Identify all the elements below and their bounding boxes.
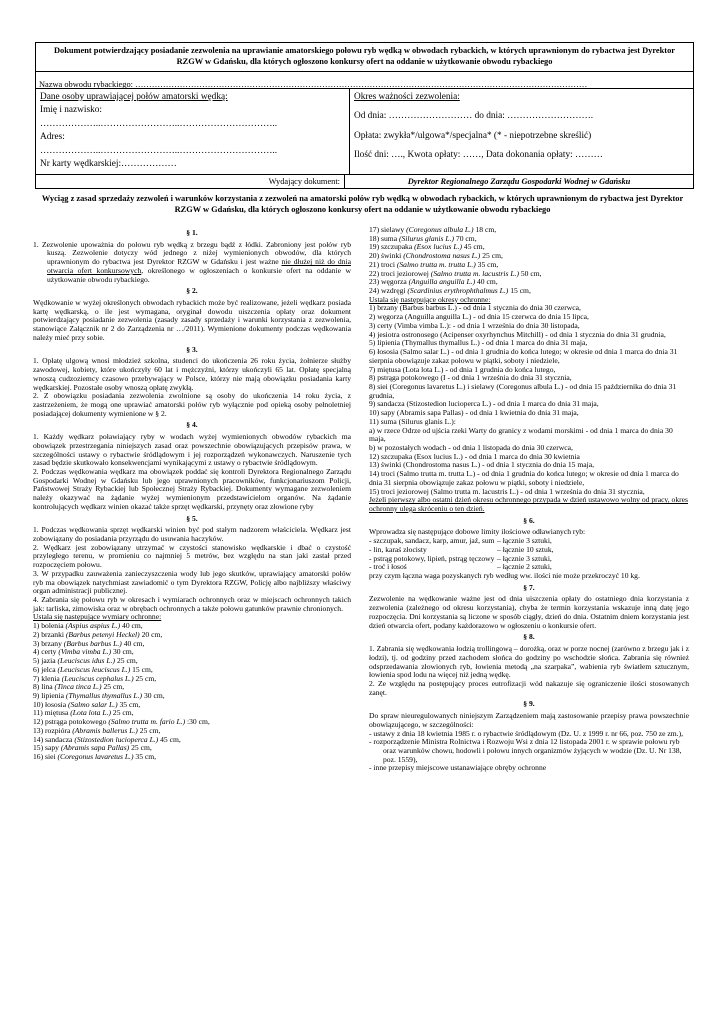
protective-periods-list bbox=[369, 304, 689, 496]
period-item: 7) miętusa (Lota lota L.) - od dnia 1 grudnia do końca lutego, bbox=[369, 364, 556, 374]
section-1-title: § 1. bbox=[186, 228, 198, 237]
dimension-item: 24) wzdręgi (Scardinius erythrophthalmus L.) 15 cm, bbox=[369, 286, 531, 296]
dimension-item: 14) sandacza (Stizostedion lucioperca L.) 45 cm, bbox=[33, 734, 181, 744]
permit-header-box bbox=[35, 42, 694, 189]
daily-limits-list bbox=[369, 537, 689, 572]
section-8-par-2: 2. Ze względu na postępujący proces eutrofizacji wód nakazuje się ograniczenie ilości stosowanych zanęt. bbox=[369, 678, 689, 697]
dimension-item: 11) miętusa (Lota lota L.) 25 cm, bbox=[33, 708, 134, 718]
angler-data-cell bbox=[36, 89, 350, 174]
limits-tail: przy czym łączna waga pozyskanych ryb według ww. ilości nie może przekroczyć 10 kg. bbox=[369, 571, 640, 581]
dimension-item: 4) certy (Vimba vimba L.) 30 cm, bbox=[33, 647, 134, 657]
issuer-name: Dyrektor Regionalnego Zarządu Gospodarki Wodnej w Gdańsku bbox=[407, 176, 631, 186]
permit-title: Dokument potwierdzający posiadanie zezwolenia na uprawianie amatorskiego połowu ryb wędką w obwodach rybackich, w których uprawnionym do rybactwa jest Dyrektor RZGW w Gdańsku, dla których ogłoszono konkursy ofert na oddanie w użytkowanie obwodu rybackiego bbox=[36, 43, 693, 72]
section-3-par-2: 2. Z obowiązku posiadania zezwolenia zwolnione są osoby do ukończenia 14 roku życia, z zastrzeżeniem, że mogą one uprawiać amatorski połów ryb wyłącznie pod opieką osoby pełnoletniej posiadającej dokumenty wymienione w § 2. bbox=[33, 391, 351, 418]
period-item: 6) łososia (Salmo salar L.) - od dnia 1 grudnia do końca lutego; w okresie od dnia 1 marca do dnia 31 sierpnia obowiązuje zakaz połowu w piątki, soboty i niedziele, bbox=[369, 347, 678, 365]
fishing-area-field bbox=[36, 72, 693, 89]
section-9-text: Do spraw nieuregulowanych niniejszym Zarządzeniem mają zastosowanie przepisy prawa powszechnie obowiązującego, w szczególności: bbox=[369, 711, 689, 729]
dimension-item: 16) siei (Coregonus lavaretus L.) 35 cm, bbox=[33, 751, 157, 761]
section-1-text: 1. Zezwolenie upoważnia do połowu ryb wędką z brzegu bądź z łódki. Zabroniony jest połów ryb kuszą. Zezwolenie dotyczy wód jednego z niżej wymienionych obwodów, dla których uprawnionym do rybactwa jest Dyrektor RZGW w Gdańsku i jest ważne nie dłużej niż do dnia otwarcia ofert konkursowych, określonego w ogłoszeniach o konkursie ofert na oddanie w użytkowanie obwodu rybackiego. bbox=[33, 239, 351, 284]
section-5-title: § 5. bbox=[186, 513, 198, 523]
periods-heading: Ustala się następujące okresy ochronne: bbox=[369, 294, 491, 304]
section-3-par-1: 1. Opłatę ulgową wnosi młodzież szkolna, studenci do ukończenia 26 roku życia, żołnierze służby zawodowej, kobiety, które ukończyły 60 lat i mężczyźni, którzy ukończyli 65 lat. Opłatę specjalną wnoszą cudzoziemcy czasowo przebywający w Polsce, którzy nie mają obowiązku posiadania karty wędkarskiej. Pozostałe osoby wnoszą opłatę zwykłą. bbox=[33, 356, 351, 392]
name-label: Imię i nazwisko: bbox=[40, 105, 102, 116]
validity-dates: Od dnia: ……………………… do dnia: ………………………. bbox=[354, 111, 594, 122]
protective-dimensions-list-cont bbox=[369, 226, 689, 296]
period-item: 5) lipienia (Thymallus thymallus L.) - od dnia 1 marca do dnia 31 maja, bbox=[369, 338, 588, 348]
section-2-text: Wędkowanie w wyżej określonych obwodach rybackich może być realizowane, jeżeli wędkarz posiada kartę wędkarską, o ile jest wymagana, oryginał dowodu uiszczenia opłaty oraz dokument potwierdzający posiadanie zezwolenia (zasady zasady sprzedaży i warunki korzystania z zezwolenia, stanowiące Załącznik nr 2 do Zarządzenia nr …/2011). Wymienione dokumenty podczas wędkowania należy mieć przy sobie. bbox=[33, 298, 351, 342]
dimension-item: 9) lipienia (Thymallus thymallus L.) 30 cm, bbox=[33, 690, 165, 700]
limit-item: - lin, karaś złocisty – łącznie 10 sztuk, bbox=[369, 544, 554, 554]
dimension-item: 12) pstrąga potokowego (Salmo trutta m. fario L.) :30 cm, bbox=[33, 717, 210, 727]
section-5-par-3: 3. W przypadku zauważenia zanieczyszczenia wody lub jego skutków, uprawiający amatorski połów ryb ma obowiązek natychmiast zawiadomić o tym Dyrektora RZGW, Policję albo najbliższy właściwy organ administracji publicznej. bbox=[33, 568, 351, 596]
regulation-item: - ustawy z dnia 18 kwietnia 1985 r. o rybactwie śródlądowym (Dz. U. z 1999 r. nr 66, poz. 750 ze zm.), bbox=[369, 728, 684, 738]
fishing-area-label: Nazwa obwodu rybackiego: ……………………………………………………………………………………………………………………………………………… bbox=[39, 80, 588, 89]
period-item: a) w rzece Odrze od ujścia rzeki Warty do granicy z wodami morskimi - od dnia 1 marca do dnia 30 maja, bbox=[369, 425, 673, 444]
validity-heading: Okres ważności zezwolenia: bbox=[354, 92, 460, 102]
section-6-title: § 6. bbox=[523, 515, 535, 525]
dimension-item: 20) świnki (Chondrostoma nasus L.) 25 cm, bbox=[369, 251, 503, 261]
address-label: Adres: bbox=[40, 132, 65, 143]
section-8-par-1: 1. Zabrania się wędkowania łodzią trollingową – dorożką, oraz w porze nocnej (zarówno z brzegu jak i z łodzi), tj. od godziny przed zachodem słońca do godziny po wschodzie słońca. Zabrania się również odsprzedawania złowionych ryb, łowienia metodą „na szarpaka”, wabienia ryb światłem sztucznym, łowienia spod lodu na więcej niż jedną wędkę. bbox=[369, 644, 689, 680]
periods-note: Jeżeli pierwszy albo ostatni dzień okresu ochronnego przypada w dzień ustawowo wolny od pracy, okres ochronny ulega skróceniu o ten dzień. bbox=[369, 495, 688, 513]
section-3-title: § 3. bbox=[186, 344, 198, 354]
issuer-row bbox=[36, 175, 693, 189]
section-5-par-4: 4. Zabrania się połowu ryb w okresach i wymiarach ochronnych oraz w miejscach ochronnych takich jak: tarliska, zimowiska oraz w obrębach ochronnych a także połowu gatunków prawnie chronionych. bbox=[33, 595, 351, 613]
period-item: 8) siei (Coregonus lavaretus L.) i sielawy (Coregonus albula L.) - od dnia 15 października do dnia 31 grudnia, bbox=[369, 381, 677, 400]
left-column bbox=[33, 226, 351, 762]
issuer-label: Wydający dokument: bbox=[36, 175, 345, 189]
regulations-list bbox=[369, 730, 689, 774]
dimensions-heading: Ustala się następujące wymiary ochronne: bbox=[33, 612, 162, 622]
permit-details-row bbox=[36, 89, 693, 175]
dimension-item: 18) suma (Silurus glanis L.) 70 cm, bbox=[369, 233, 477, 243]
period-item: 8) pstrąga potokowego (I - od dnia 1 września do dnia 31 stycznia, bbox=[369, 373, 572, 383]
limit-item: - szczupak, sandacz, karp, amur, jaź, sum – łącznie 3 sztuki, bbox=[369, 536, 552, 546]
card-number-label: Nr karty wędkarskiej:……………… bbox=[40, 159, 177, 170]
protective-dimensions-list bbox=[33, 622, 351, 762]
section-4-title: § 4. bbox=[186, 420, 198, 430]
regulation-item: - inne przepisy miejscowe ustanawiające obręby ochronne bbox=[369, 763, 547, 773]
dimension-item: 10) łososia (Salmo salar L.) 35 cm, bbox=[33, 699, 141, 709]
section-9-title: § 9. bbox=[523, 699, 535, 709]
name-dots: ………………..……………………..………………………….. bbox=[40, 118, 278, 129]
dimension-item: 6) jelca (Leuciscus leuciscus L.) 15 cm, bbox=[33, 664, 153, 674]
section-4-par-2: 2. Podczas wędkowania wędkarz ma obowiązek poddać się kontroli Dyrektora Regionalnego Zarządu Gospodarki Wodnej w Gdańsku lub jego uprawnionych pracowników, funkcjonariuszom Policji, Państwowej Straży Rybackiej lub Społecznej Straży Rybackiej. Dokumenty wymagane zezwoleniem należy okazywać na żądanie wyżej wymienionym przedstawicielom organów. Na żądanie kontrolujących wędkarz winien okazać także sprzęt wędkarski, przynęty oraz złowione ryby bbox=[33, 466, 351, 511]
limits-intro: Wprowadza się następujące dobowe limity ilościowe odławianych ryb: bbox=[369, 527, 586, 537]
period-item: 14) troci (Salmo trutta m. trutta L.) - od dnia 1 grudnia do końca lutego; w okresie od dnia 1 marca do dnia 31 sierpnia obowiązuje zakaz połowu w piątki, soboty i niedziele, bbox=[369, 469, 679, 487]
dimension-item: 15) sapy (Abramis sapa Pallas) 25 cm, bbox=[33, 743, 152, 753]
section-8-title: § 8. bbox=[523, 632, 535, 642]
period-item: 15) troci jeziorowej (Salmo trutta m. lacustris L.) - od dnia 1 września do dnia 31 stycznia, bbox=[369, 486, 645, 496]
section-5-par-2: 2. Wędkarz jest zobowiązany utrzymać w czystości stanowisko wędkarskie i dbać o czystość przyległego terenu, w promieniu co najmniej 5 metrów, bez względu na stan jaki zastał przed rozpoczęciem połowu. bbox=[33, 542, 351, 570]
dimension-item: 21) troci (Salmo trutta m. trutta L.) 35 cm, bbox=[369, 259, 499, 269]
period-item: 11) suma (Silurus glanis L.): bbox=[369, 416, 456, 426]
section-5-par-1: 1. Podczas wędkowania sprzęt wędkarski winien być pod stałym nadzorem właściciela. Wędkarz jest zobowiązany do posiadania przyrządu do usuwania haczyków. bbox=[33, 525, 351, 543]
period-item: 1) brzany (Barbus barbus L.) - od dnia 1 stycznia do dnia 30 czerwca, bbox=[369, 303, 581, 313]
dimension-item: 19) szczupaka (Esox lucius L.) 45 cm, bbox=[369, 242, 485, 252]
section-4-par-1: 1. Każdy wędkarz poławiający ryby w wodach wyżej wymienionych obwodów rybackich ma obowiązek przestrzegania niniejszych zasad oraz powszechnie obowiązujących przepisów prawa, w szczególności ustawy o rybactwie śródlądowym i jej rozporządzeń wykonawczych. Naruszenie tych zasad będzie skutkowało konsekwencjami wynikającymi z ustawy o rybactwie śródlądowym. bbox=[33, 432, 351, 468]
dimension-item: 3) brzany (Barbus barbus L.) 40 cm, bbox=[33, 638, 145, 648]
dimension-item: 22) troci jeziorowej (Salmo trutta m. lacustris L.) 50 cm, bbox=[369, 268, 542, 278]
right-column bbox=[369, 226, 689, 773]
angler-heading: Dane osoby uprawiającej połów amatorski wędką: bbox=[40, 92, 228, 102]
limit-item: - pstrąg potokowy, lipień, pstrąg tęczowy – łącznie 3 sztuki, bbox=[369, 553, 552, 563]
dimension-item: 23) węgorza (Anguilla anguilla L.) 40 cm, bbox=[369, 277, 498, 287]
period-item: b) w pozostałych wodach - od dnia 1 listopada do dnia 30 czerwca, bbox=[369, 442, 573, 452]
period-item: 13) świnki (Chondrostoma nasus L.) - od dnia 1 stycznia do dnia 15 maja, bbox=[369, 460, 595, 470]
dimension-item: 13) rozpióra (Abramis ballerus L.) 25 cm, bbox=[33, 725, 161, 735]
period-item: 2) węgorza (Anguilla anguilla L.) - od dnia 15 czerwca do dnia 15 lipca, bbox=[369, 312, 589, 322]
dimension-item: 5) jazia (Leuciscus idus L.) 25 cm, bbox=[33, 656, 138, 666]
period-item: 9) sandacza (Stizostedion lucioperca L.) - od dnia 1 marca do dnia 31 maja, bbox=[369, 399, 599, 409]
dimension-item: 1) bolenia (Aspius aspius L.) 40 cm, bbox=[33, 621, 143, 631]
period-item: 3) certy (Vimba vimba L.): - od dnia 1 września do dnia 30 listopada, bbox=[369, 320, 580, 330]
fee-type: Opłata: zwykła*/ulgowa*/specjalna* (* - niepotrzebne skreślić) bbox=[354, 130, 592, 141]
section-7-text: Zezwolenie na wędkowanie ważne jest od dnia uiszczenia opłaty do ostatniego dnia korzystania z zezwolenia (zależnego od okresu korzystania), chyba że termin korzystania wskazuje inną datę jego rozpoczęcia. Dni korzystania są liczone w sposób ciągły, dzień do dnia. Ostatnim dniem korzystania jest dzień otwarcia ofert, podany każdorazowo w ogłoszeniu o konkursie ofert. bbox=[369, 594, 689, 630]
period-item: 10) sapy (Abramis sapa Pallas) - od dnia 1 kwietnia do dnia 31 maja, bbox=[369, 408, 579, 418]
section-7-title: § 7. bbox=[523, 582, 535, 592]
dimension-item: 8) lina (Tinca tinca L.) 25 cm, bbox=[33, 682, 125, 692]
period-item: 12) szczupaka (Esox lucius L.) - od dnia 1 marca do dnia 30 kwietnia bbox=[369, 451, 580, 461]
validity-cell bbox=[350, 89, 693, 174]
dimension-item: 2) brzanki (Barbus petenyi Heckel) 20 cm, bbox=[33, 629, 163, 639]
rules-title: Wyciąg z zasad sprzedaży zezwoleń i warunków korzystania z zezwoleń na amatorski połów ryb wędką w obwodach rybackich, w których uprawnionym do rybactwa jest Dyrektor RZGW w Gdańsku, dla których ogłoszono konkursy ofert na oddanie w użytkowanie obwodu rybackiego bbox=[41, 194, 684, 214]
dimension-item: 17) sielawy (Coregonus albula L.) 18 cm, bbox=[369, 225, 497, 234]
section-2-title: § 2. bbox=[186, 286, 198, 296]
regulation-item: - rozporządzenie Ministra Rolnictwa i Rozwoju Wsi z dnia 12 listopada 2001 r. w sprawie połowu ryb oraz warunków chowu, hodowli i połowu innych organizmów żyjących w wodzie (Dz. U. Nr 138, poz. 1559), bbox=[369, 737, 682, 764]
limit-item: - troć i łosoś – łącznie 2 sztuki, bbox=[369, 562, 552, 572]
days-fee-line: Ilość dni: …., Kwota opłaty: ……, Data dokonania opłaty: ……… bbox=[354, 150, 603, 161]
dimension-item: 7) klenia (Leuciscus cephalus L.) 25 cm, bbox=[33, 673, 157, 683]
period-item: 4) jesiotra ostronosego (Acipenser oxyrhynchus Mitchill) - od dnia 1 stycznia do dnia 31 grudnia, bbox=[369, 329, 666, 339]
address-dots: ………………..……………………..………………………….. bbox=[40, 145, 278, 156]
